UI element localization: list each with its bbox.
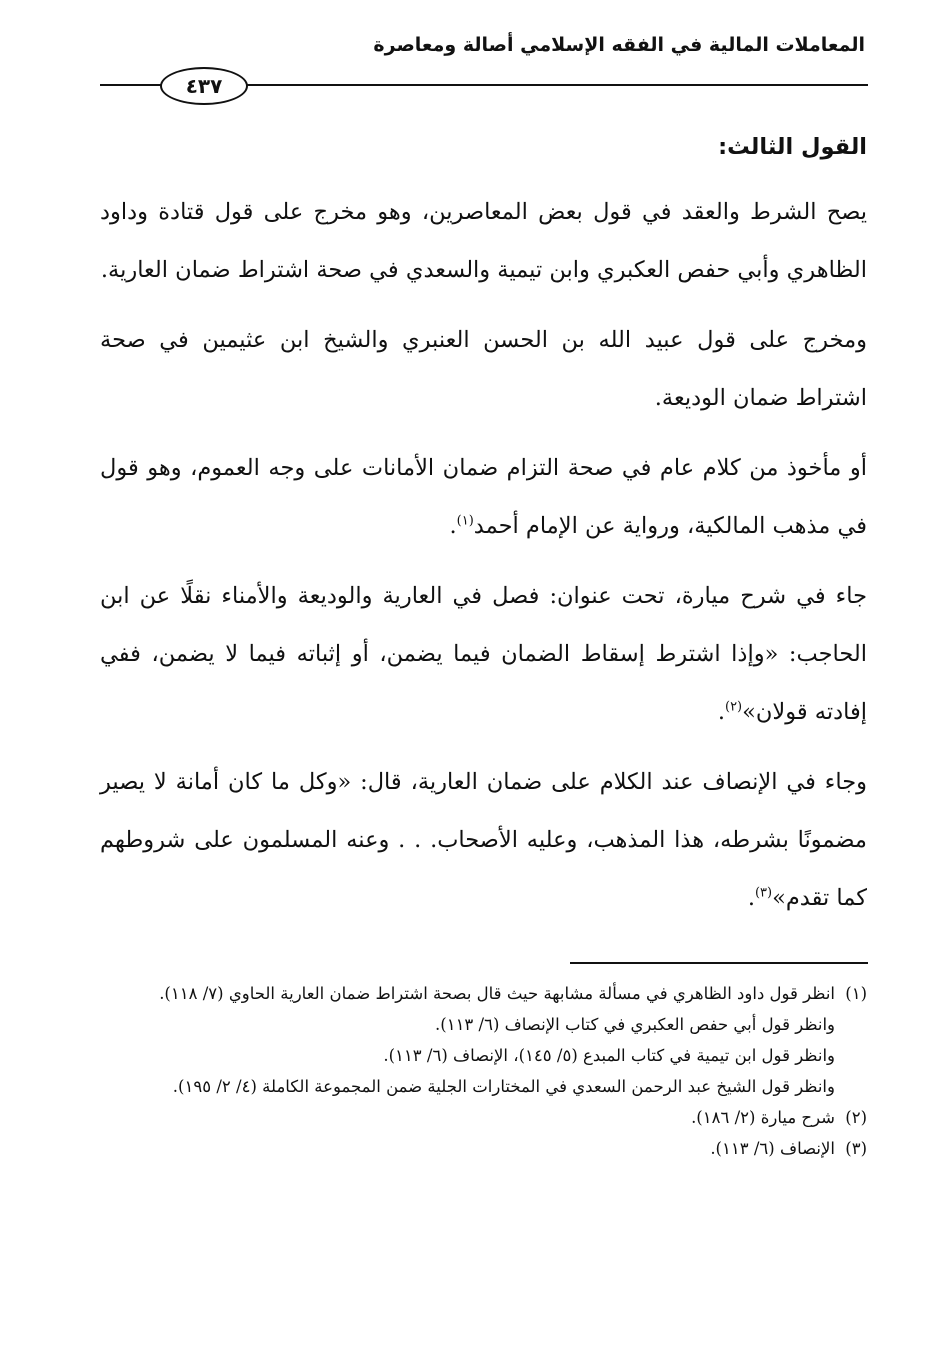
footnote-mark: (٢) (845, 1108, 867, 1127)
page-number: ٤٣٧ (160, 67, 248, 105)
running-title: المعاملات المالية في الفقه الإسلامي أصالة ومعاصرة (373, 34, 865, 56)
footnote-ref: (١) (456, 513, 474, 529)
footnote-line: شرح ميارة (٢/ ١٨٦). (691, 1108, 835, 1127)
paragraph-text: جاء في شرح ميارة، تحت عنوان: فصل في العارية والوديعة والأمناء نقلًا عن ابن الحاجب: «وإذا اشترط إسقاط الضمان فيما يضمن، أو إثباته فيما لا يضمن، ففي إفادته قولان» (100, 583, 867, 725)
paragraph-text: ومخرج على قول عبيد الله بن الحسن العنبري والشيخ ابن عثيمين في صحة اشتراط ضمان الوديعة. (100, 327, 867, 411)
paragraph-end: . (449, 513, 457, 539)
paragraph-end: . (717, 699, 725, 725)
paragraph (100, 439, 867, 555)
footnote-ref: (٣) (754, 885, 773, 901)
footnotes (100, 978, 867, 1164)
footnote-line: وانظر قول أبي حفص العكبري في كتاب الإنصاف (٦/ ١١٣). (435, 1015, 835, 1034)
footnote-line: انظر قول داود الظاهري في مسألة مشابهة حيث قال بصحة اشتراط ضمان العارية الحاوي (٧/ ١١٨). (159, 984, 835, 1003)
footnote-ref: (٢) (724, 699, 743, 715)
main-text (100, 125, 867, 939)
footnote-mark: (٣) (845, 1139, 867, 1158)
footnote-body (100, 978, 835, 1102)
paragraph (100, 567, 867, 741)
footnote-body (100, 1133, 835, 1164)
footnote-separator (570, 962, 868, 964)
paragraph-text: أو مأخوذ من كلام عام في صحة التزام ضمان الأمانات على وجه العموم، وهو قول في مذهب المالكية، ورواية عن الإمام أحمد (100, 455, 867, 539)
footnote (100, 1133, 867, 1164)
footnote-line: وانظر قول ابن تيمية في كتاب المبدع (٥/ ١٤٥)، الإنصاف (٦/ ١١٣). (383, 1046, 835, 1065)
footnote (100, 978, 867, 1102)
paragraph (100, 311, 867, 427)
footnote-line: وانظر قول الشيخ عبد الرحمن السعدي في المختارات الجلية ضمن المجموعة الكاملة (٤/ ٢/ ١٩٥). (172, 1077, 835, 1096)
paragraph (100, 183, 867, 299)
footnote-body (100, 1102, 835, 1133)
paragraph-end: . (747, 885, 755, 911)
paragraph (100, 753, 867, 927)
section-heading: القول الثالث: (718, 134, 867, 160)
paragraph-text: وجاء في الإنصاف عند الكلام على ضمان العارية، قال: «وكل ما كان أمانة لا يصير مضمونًا بشرطه، هذا المذهب، وعليه الأصحاب. . . وعنه المسلمون على شروطهم كما تقدم» (100, 769, 867, 911)
footnote (100, 1102, 867, 1133)
paragraph-text: يصح الشرط والعقد في قول بعض المعاصرين، وهو مخرج على قول قتادة وداود الظاهري وأبي حفص العكبري وابن تيمية والسعدي في صحة اشتراط ضمان العارية. (100, 199, 867, 283)
footnote-mark: (١) (845, 984, 867, 1003)
footnote-line: الإنصاف (٦/ ١١٣). (710, 1139, 835, 1158)
